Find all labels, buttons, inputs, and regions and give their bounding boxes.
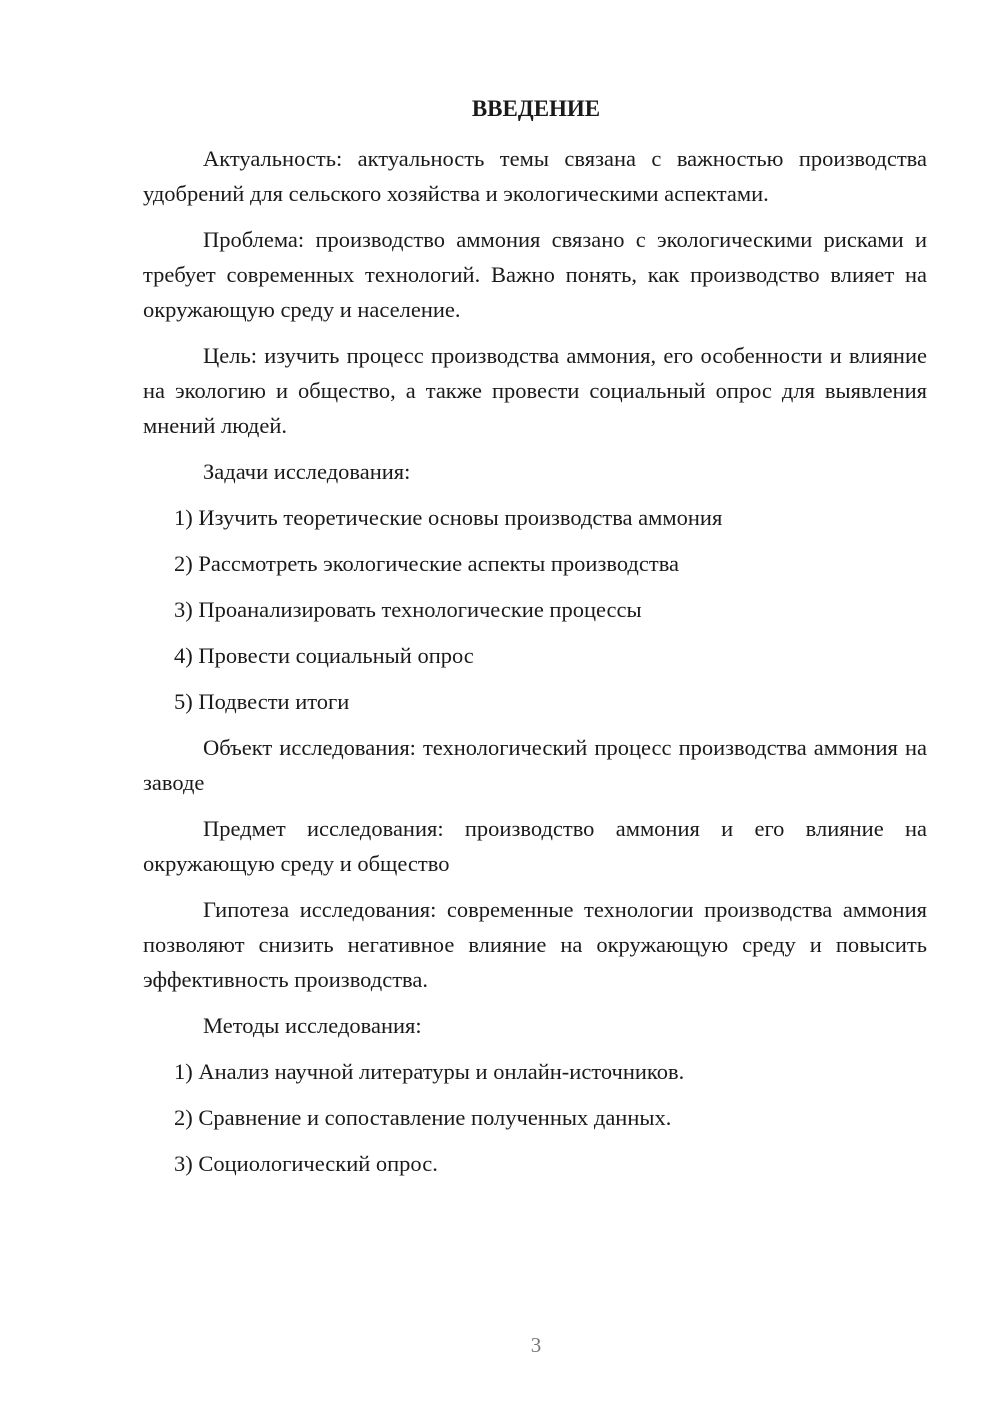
section-heading: ВВЕДЕНИЕ (471, 96, 601, 121)
methods-title: Методы исследования: (203, 1013, 422, 1038)
list-item: 1) Анализ научной литературы и онлайн-источников. (174, 1059, 685, 1084)
tasks-title: Задачи исследования: (203, 459, 411, 484)
tasks-list (143, 500, 927, 719)
object-paragraph: Объект исследования: технологический процесс производства аммония на заводе (143, 735, 927, 795)
list-item: 3) Социологический опрос. (174, 1151, 438, 1176)
problem-paragraph: Проблема: производство аммония связано с экологическими рисками и требует современных технологий. Важно понять, как производство влияет на окружающую среду и население. (143, 227, 927, 322)
list-item: 2) Сравнение и сопоставление полученных данных. (174, 1105, 672, 1130)
methods-list (143, 1054, 927, 1181)
hypothesis-paragraph: Гипотеза исследования: современные технологии производства аммония позволяют снизить негативное влияние на окружающую среду и повысить эффективность производства. (143, 897, 927, 992)
list-item: 2) Рассмотреть экологические аспекты производства (174, 551, 680, 576)
list-item: 4) Провести социальный опрос (174, 643, 474, 668)
list-item: 1) Изучить теоретические основы производства аммония (174, 505, 723, 530)
list-item: 3) Проанализировать технологические процессы (174, 597, 642, 622)
document-body (143, 141, 927, 1192)
list-item: 5) Подвести итоги (174, 689, 350, 714)
relevance-paragraph: Актуальность: актуальность темы связана с важностью производства удобрений для сельского хозяйства и экологическими аспектами. (143, 146, 927, 206)
page-number: 3 (530, 1333, 542, 1357)
subject-paragraph: Предмет исследования: производство аммония и его влияние на окружающую среду и общество (143, 816, 927, 876)
goal-paragraph: Цель: изучить процесс производства аммония, его особенности и влияние на экологию и общество, а также провести социальный опрос для выявления мнений людей. (143, 343, 927, 438)
